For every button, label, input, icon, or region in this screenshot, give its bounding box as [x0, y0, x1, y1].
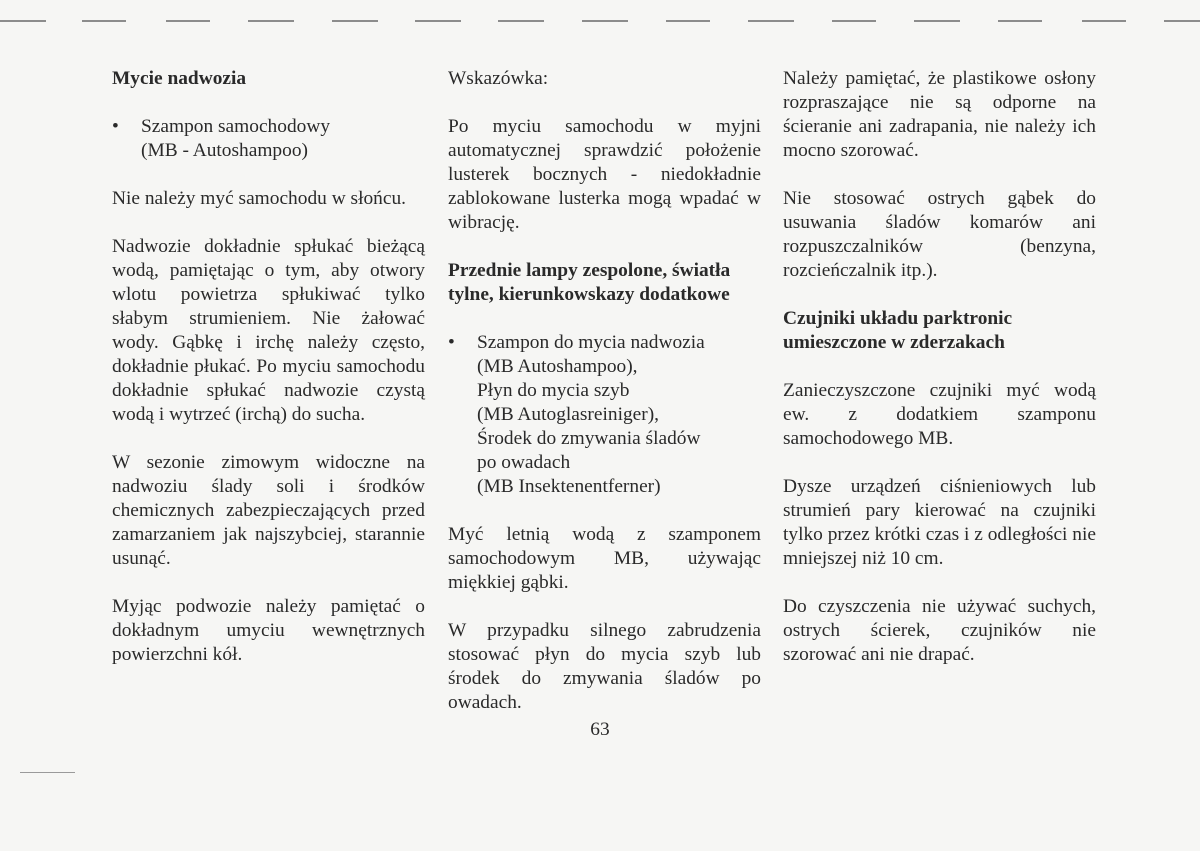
paragraph: Zanieczyszczone czujniki myć wodą ew. z dodatkiem szamponu samochodowego MB. [783, 380, 1096, 449]
bullet-line: (MB - Autoshampoo) [141, 140, 308, 161]
paragraph: Nie należy myć samochodu w słońcu. [112, 188, 407, 209]
paragraph: Nie stosować ostrych gąbek do usuwania śladów komarów ani rozpuszczalników (benzyna, rozcieńczalnik itp.). [783, 188, 1096, 281]
bullet-line: Szampon do mycia nadwozia [477, 332, 705, 353]
bullet-line: po owadach [477, 452, 571, 473]
bullet-item [448, 331, 761, 499]
section-title-body-wash: Mycie nadwozia [112, 68, 247, 89]
paragraph: Nadwozie dokładnie spłukać bieżącą wodą, pamiętając o tym, aby otwory wlotu powietrza spłukiwać tylko słabym strumieniem. Nie żałować wody. Gąbkę i irchę należy często, dokładnie płukać. Po myciu samochodu dokładnie spłukać nadwozie czystą wodą i wytrzeć (irchą) do sucha. [112, 236, 425, 425]
paragraph: W sezonie zimowym widoczne na nadwoziu ślady soli i środków chemicznych zabezpieczających przed zamarzaniem jak najszybciej, starannie usunąć. [112, 452, 425, 569]
bullet-line: Szampon samochodowy [141, 116, 331, 137]
bullet-line: (MB Insektenentferner) [477, 476, 661, 497]
page-number: 63 [590, 719, 610, 740]
column-2 [448, 67, 761, 739]
bullet-item [112, 115, 425, 163]
hint-text: Po myciu samochodu w myjni automatycznej sprawdzić położenie lusterek bocznych - niedokładnie zablokowane lusterka mogą wpadać w wibrację. [448, 116, 761, 233]
paragraph: W przypadku silnego zabrudzenia stosować płyn do mycia szyb lub środek do zmywania śladów po owadach. [448, 620, 761, 713]
section-heading-parktronic: Czujniki układu parktronic umieszczone w zderzakach [783, 308, 1013, 353]
paragraph: Należy pamiętać, że plastikowe osłony rozpraszające nie są odporne na ścieranie ani zadrapania, nie należy ich mocno szorować. [783, 68, 1096, 161]
bullet-icon: • [448, 332, 455, 353]
binding-strip [0, 0, 1200, 40]
hint-label: Wskazówka: [448, 68, 549, 89]
paragraph: Do czyszczenia nie używać suchych, ostrych ścierek, czujników nie szorować ani nie drapać. [783, 596, 1096, 665]
paragraph: Dysze urządzeń ciśnieniowych lub strumień pary kierować na czujniki tylko przez krótki czas i z odległości nie mniejszej niż 10 cm. [783, 476, 1096, 569]
paragraph: Myć letnią wodą z szamponem samochodowym MB, używając miękkiej gąbki. [448, 524, 761, 593]
bullet-line: (MB Autoshampoo), [477, 356, 638, 377]
bullet-line: Środek do zmywania śladów [477, 428, 701, 449]
column-3 [783, 67, 1096, 691]
paragraph: Myjąc podwozie należy pamiętać o dokładnym umyciu wewnętrznych powierzchni kół. [112, 596, 425, 665]
bullet-line: (MB Autoglasreiniger), [477, 404, 660, 425]
section-heading-lamps: Przednie lampy zespolone, światła tylne, kierunkowskazy dodatkowe [448, 260, 731, 305]
bullet-line: Płyn do mycia szyb [477, 380, 630, 401]
scan-mark [20, 772, 75, 773]
column-1 [112, 67, 425, 691]
bullet-icon: • [112, 116, 119, 137]
